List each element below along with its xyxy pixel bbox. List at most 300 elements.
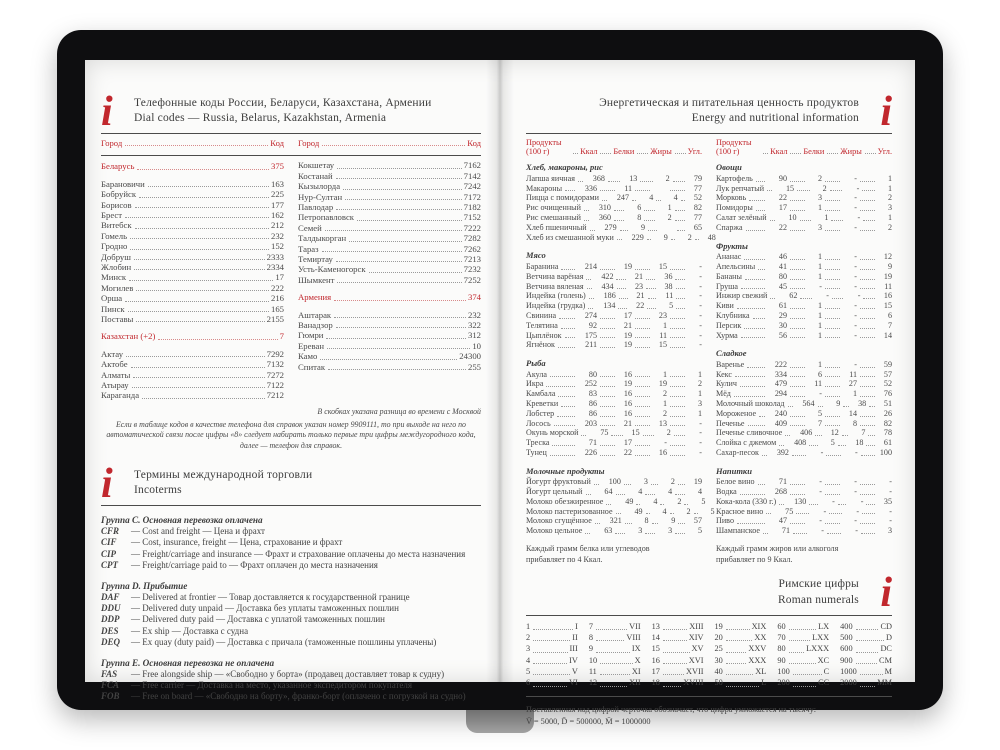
roman-number: LXX — [812, 633, 830, 643]
food-kcal: 406 — [800, 428, 813, 438]
roman-number: XX — [754, 633, 767, 643]
roman-pair — [589, 655, 641, 666]
dot-leader — [578, 181, 583, 182]
food-name: Салат зелёный — [716, 213, 767, 223]
dot-leader — [856, 629, 879, 630]
food-row — [716, 379, 892, 389]
dot-leader — [673, 181, 685, 182]
dial-row — [298, 275, 481, 285]
food-name: Йогурт фруктовый — [526, 477, 591, 487]
food-carbs: 48 — [707, 232, 716, 242]
food-fat: 19 — [658, 379, 667, 389]
roman-pair — [589, 643, 641, 654]
food-fat: 15 — [658, 261, 667, 271]
dot-leader — [660, 504, 664, 505]
incoterm-description: — Freight/carriage and insurance — Фрахт и страхование оплачены до места назначения — [131, 548, 466, 559]
food-protein: - — [819, 516, 822, 526]
food-section-header: Фрукты — [716, 240, 748, 251]
food-protein: 4 — [649, 193, 654, 203]
dot-leader — [600, 663, 633, 664]
food-kcal: 240 — [774, 408, 787, 418]
food-carbs: 2 — [887, 222, 892, 232]
food-kcal: 100 — [608, 477, 621, 487]
dot-leader — [647, 239, 651, 240]
dot-leader — [646, 513, 650, 514]
food-section-rows — [716, 252, 892, 340]
city-label: Добруш — [101, 251, 131, 262]
dial-row — [101, 324, 284, 330]
food-row — [526, 291, 702, 301]
city-label: Гюмри — [298, 330, 324, 341]
dot-leader — [533, 663, 567, 664]
dot-leader — [552, 445, 575, 446]
food-kcal: 75 — [600, 428, 609, 438]
dot-leader — [809, 445, 818, 446]
food-row — [526, 282, 702, 292]
dot-leader — [325, 230, 462, 231]
code-value: 7282 — [463, 233, 481, 244]
food-row — [716, 311, 892, 321]
incoterm-row — [101, 691, 481, 702]
arabic-number: 30 — [714, 655, 723, 665]
dot-leader — [635, 328, 650, 329]
food-kcal: 71 — [781, 526, 790, 536]
dot-leader — [533, 629, 573, 630]
code-value: 2334 — [266, 262, 284, 272]
roman-number: CD — [880, 621, 892, 631]
dot-leader — [326, 338, 466, 339]
dot-leader — [825, 494, 840, 495]
dot-leader — [779, 504, 784, 505]
roman-number: MM — [877, 678, 892, 688]
dot-leader — [790, 318, 805, 319]
dot-leader — [126, 356, 265, 357]
diary-spread — [85, 60, 915, 726]
food-fat: - — [856, 506, 860, 516]
dot-leader — [125, 217, 269, 218]
dot-leader — [334, 300, 466, 301]
roman-number: XII — [629, 678, 641, 688]
food-carbs: 1 — [697, 369, 702, 379]
dot-leader — [670, 386, 685, 387]
dot-leader — [826, 455, 840, 456]
food-kcal: 434 — [601, 281, 614, 291]
dot-leader — [644, 210, 654, 211]
food-name: Молочный шоколад — [716, 398, 785, 408]
code-value: 7262 — [463, 243, 481, 254]
dot-leader — [670, 190, 685, 191]
dot-leader — [860, 200, 875, 201]
food-kcal: 64 — [604, 487, 613, 497]
food-carbs: 79 — [693, 173, 703, 183]
fat-alcohol-footnote: Каждый грамм жиров или алкоголя прибавляет по 9 Ккал. — [716, 544, 839, 564]
dot-leader — [635, 425, 650, 426]
dot-leader — [134, 259, 265, 260]
arabic-number: 12 — [588, 678, 598, 688]
dot-leader — [635, 416, 650, 417]
code-value: 7213 — [463, 254, 481, 264]
dot-leader — [637, 153, 648, 154]
food-fat: 2 — [662, 389, 667, 399]
food-name: Молоко сгущённое — [526, 516, 592, 526]
roman-number: M — [884, 666, 892, 676]
food-carbs: 1 — [697, 389, 702, 399]
dot-leader — [737, 523, 765, 524]
food-carbs: - — [699, 418, 702, 428]
food-carbs: - — [699, 330, 702, 340]
nutrition-table-header-left — [526, 138, 702, 156]
dot-leader — [767, 190, 772, 191]
dot-leader — [600, 328, 615, 329]
dot-leader — [132, 387, 265, 388]
roman-number: X — [634, 655, 641, 665]
dot-leader — [860, 367, 875, 368]
dot-leader — [758, 269, 765, 270]
dot-leader — [643, 435, 654, 436]
food-name: Икра — [526, 379, 544, 389]
incoterm-code: CIP — [101, 548, 117, 559]
food-carbs: 26 — [883, 408, 892, 418]
food-protein: 12 — [830, 428, 839, 438]
food-name: Морковь — [716, 193, 747, 203]
dot-leader — [763, 533, 768, 534]
food-protein: 5 — [830, 438, 835, 448]
dot-leader — [635, 269, 650, 270]
food-fat: 1 — [662, 369, 667, 379]
food-kcal: 86 — [588, 398, 597, 408]
food-carbs: 2 — [697, 379, 702, 389]
nutrition-title-ru: Энергетическая и питательная ценность продуктов — [599, 97, 859, 109]
dot-leader — [829, 513, 842, 514]
roman-number: XIX — [751, 621, 767, 631]
roman-pair — [589, 632, 641, 643]
nutrition-table-header — [526, 138, 892, 156]
dot-leader — [600, 347, 615, 348]
city-label: Тараз — [298, 243, 319, 254]
food-carbs: 16 — [883, 291, 892, 301]
dial-row — [298, 330, 481, 340]
dial-row — [298, 160, 481, 170]
dot-leader — [790, 425, 805, 426]
dial-row — [101, 349, 284, 359]
city-column-label: Город — [298, 138, 320, 149]
dial-row — [298, 292, 481, 302]
dot-leader — [790, 376, 805, 377]
roman-number: IV — [569, 655, 578, 665]
dot-leader — [746, 230, 765, 231]
city-label: Гродно — [101, 241, 128, 252]
food-kcal: 92 — [588, 320, 597, 330]
food-row — [526, 399, 702, 409]
food-name: Ветчина варёная — [526, 271, 584, 281]
food-name: Креветки — [526, 398, 559, 408]
food-protein: 23 — [634, 281, 644, 291]
food-fat: 13 — [658, 418, 667, 428]
dot-leader — [337, 168, 461, 169]
food-row — [526, 370, 702, 380]
dial-row — [298, 254, 481, 264]
food-kcal: 49 — [625, 496, 634, 506]
roman-number: LX — [818, 621, 830, 631]
food-fat: 2 — [670, 477, 675, 487]
food-kcal: 56 — [778, 330, 787, 340]
food-protein: - — [819, 389, 822, 399]
food-row — [716, 213, 892, 223]
food-kcal: 368 — [592, 173, 605, 183]
dial-codes-column-2 — [298, 160, 481, 401]
incoterms-header — [101, 460, 481, 507]
roman-pair — [652, 655, 704, 666]
food-row — [526, 223, 702, 233]
food-row — [526, 448, 702, 458]
food-row — [526, 438, 702, 448]
roman-number: XXX — [748, 655, 767, 665]
dot-leader — [585, 533, 590, 534]
incoterm-code: FOB — [101, 691, 120, 702]
roman-pair — [777, 666, 829, 677]
food-carbs: 7 — [887, 320, 892, 330]
city-label: Караганда — [101, 390, 140, 401]
food-protein: - — [819, 281, 822, 291]
food-name: Индейка (голень) — [526, 291, 586, 301]
code-value: 375 — [270, 161, 284, 172]
info-icon: i — [880, 89, 892, 135]
incoterm-row — [101, 637, 481, 648]
food-fat: - — [855, 526, 858, 536]
arabic-number: 1000 — [840, 666, 857, 676]
food-name: Ягнёнок — [526, 340, 555, 350]
dot-leader — [868, 435, 875, 436]
food-row — [526, 477, 702, 487]
dot-leader — [815, 435, 822, 436]
dot-leader — [790, 337, 805, 338]
dot-leader — [573, 153, 578, 154]
dot-leader — [793, 686, 816, 687]
food-row — [716, 223, 892, 233]
roman-pair — [652, 621, 704, 632]
dot-leader — [581, 435, 586, 436]
incoterm-description: — Delivered duty unpaid — Доставка без уплаты таможенных пошлин — [131, 602, 399, 613]
code-value: 374 — [467, 292, 481, 303]
food-fat: 2 — [667, 213, 672, 223]
roman-numerals-table — [526, 621, 892, 689]
roman-column-1 — [526, 621, 578, 689]
food-protein: - — [819, 487, 822, 497]
dot-leader — [762, 455, 767, 456]
dot-leader — [797, 190, 810, 191]
dot-leader — [656, 200, 660, 201]
food-kcal: 422 — [601, 271, 614, 281]
incoterm-description: — Ex ship — Доставка с судна — [131, 625, 249, 636]
dial-row — [298, 341, 481, 351]
dot-leader — [594, 484, 599, 485]
dot-leader — [860, 523, 875, 524]
food-protein: 17 — [623, 310, 632, 320]
dial-row — [101, 331, 284, 341]
dot-leader — [825, 523, 840, 524]
roman-pair — [714, 655, 766, 666]
dot-leader — [557, 416, 575, 417]
dot-leader — [838, 504, 847, 505]
dot-leader — [550, 376, 575, 377]
dot-leader — [125, 145, 268, 146]
arabic-number: 4 — [526, 655, 531, 665]
food-name: Персик — [716, 320, 742, 330]
food-carbs: 82 — [693, 203, 702, 213]
code-value: 7232 — [463, 264, 481, 275]
dot-leader — [328, 369, 466, 370]
incoterms-group-e — [101, 658, 481, 703]
food-section-header: Овощи — [716, 162, 742, 173]
food-protein: 16 — [623, 369, 632, 379]
dot-leader — [726, 663, 747, 664]
dial-row — [101, 293, 284, 303]
arabic-number: 2000 — [840, 678, 857, 688]
incoterm-row — [101, 669, 481, 680]
roman-pair — [526, 621, 578, 632]
dot-leader — [600, 153, 611, 154]
dial-row — [101, 179, 284, 189]
dot-leader — [671, 239, 675, 240]
food-carbs: - — [699, 281, 702, 291]
food-fat: 15 — [658, 340, 667, 350]
dot-leader — [546, 386, 575, 387]
food-carbs: 77 — [693, 183, 702, 193]
dot-leader — [336, 178, 462, 179]
food-row — [716, 448, 892, 458]
incoterms-group-items — [101, 669, 481, 703]
dot-leader — [832, 298, 844, 299]
dot-leader — [789, 663, 816, 664]
arabic-number: 90 — [777, 655, 786, 665]
dot-leader — [790, 484, 805, 485]
roman-number: III — [569, 644, 578, 654]
food-row — [526, 232, 716, 243]
food-row — [716, 360, 892, 370]
dot-leader — [789, 640, 810, 641]
dot-leader — [635, 376, 650, 377]
food-kcal: 294 — [774, 389, 787, 399]
dial-row — [101, 272, 284, 282]
dot-leader — [790, 269, 805, 270]
dial-codes-column-1 — [101, 160, 284, 401]
dot-leader — [648, 298, 657, 299]
food-name: Макароны — [526, 183, 563, 193]
dot-leader — [677, 230, 685, 231]
food-kcal: 268 — [774, 487, 787, 497]
dot-leader — [674, 435, 685, 436]
dot-leader — [558, 396, 575, 397]
fat-column-label: Жиры — [840, 147, 862, 157]
food-row — [716, 516, 892, 526]
dot-leader — [600, 416, 615, 417]
food-name: Инжир свежий — [716, 291, 768, 301]
food-carbs: 3 — [697, 398, 702, 408]
roman-number: XV — [691, 644, 704, 654]
food-section-rows — [716, 174, 892, 233]
roman-numerals-title-en: Roman numerals — [777, 593, 859, 606]
food-section-rows — [526, 262, 702, 350]
dot-leader — [681, 200, 685, 201]
dial-row — [298, 181, 481, 191]
dot-leader — [620, 230, 628, 231]
dot-leader — [865, 153, 876, 154]
food-fat: - — [854, 173, 857, 183]
roman-number: VIII — [626, 633, 641, 643]
dot-leader — [825, 210, 840, 211]
incoterm-description: — Freight/carriage paid to — Фрахт оплачен до места назначения — [131, 560, 378, 571]
dial-row — [101, 200, 284, 210]
dot-leader — [600, 674, 630, 675]
dot-leader — [602, 200, 607, 201]
dot-leader — [135, 228, 269, 229]
food-name: Молоко пастеризованное — [526, 506, 613, 516]
food-carbs: 52 — [883, 379, 892, 389]
food-name: Баранина — [526, 261, 559, 271]
roman-pair — [840, 621, 892, 632]
dot-leader — [785, 435, 790, 436]
food-kcal: 211 — [585, 340, 597, 350]
city-label: Алматы — [101, 369, 131, 380]
dial-row — [298, 310, 481, 320]
dot-leader — [648, 230, 656, 231]
food-section-header: Мясо — [526, 250, 546, 261]
dot-leader — [796, 513, 809, 514]
dot-leader — [790, 210, 805, 211]
protein-column-label: Белки — [613, 147, 635, 157]
dot-leader — [793, 674, 822, 675]
food-row — [716, 272, 892, 282]
arabic-number: 9 — [588, 644, 593, 654]
arabic-number: 3 — [526, 644, 531, 654]
city-label: Семей — [298, 222, 322, 233]
divider — [526, 133, 892, 134]
food-protein: 3 — [817, 193, 822, 203]
food-name: Молоко обезжиренное — [526, 496, 604, 506]
food-row — [526, 506, 715, 517]
dot-leader — [790, 153, 801, 154]
city-label: Жлобин — [101, 262, 132, 272]
food-row — [526, 526, 702, 536]
dial-row — [298, 233, 481, 243]
food-row — [716, 507, 892, 517]
dot-leader — [327, 348, 470, 349]
roman-pair — [777, 655, 829, 666]
dot-leader — [675, 220, 685, 221]
dot-leader — [614, 220, 624, 221]
food-protein: 19 — [623, 340, 632, 350]
dot-leader — [818, 406, 824, 407]
roman-pair — [714, 643, 766, 654]
info-icon: i — [101, 460, 113, 507]
dial-row — [101, 314, 284, 324]
city-label: Барановичи — [101, 178, 145, 189]
dot-leader — [369, 272, 462, 273]
dot-leader — [337, 282, 461, 283]
dot-leader — [635, 337, 650, 338]
dot-leader — [860, 210, 875, 211]
dot-leader — [635, 190, 650, 191]
dot-leader — [584, 220, 589, 221]
roman-pair — [777, 677, 829, 688]
food-fat: - — [854, 301, 857, 311]
food-kcal: 408 — [794, 438, 807, 448]
food-protein: 16 — [623, 398, 632, 408]
dot-leader — [676, 308, 685, 309]
dial-row — [101, 231, 284, 241]
dot-leader — [635, 386, 650, 387]
food-carbs: - — [889, 506, 892, 516]
